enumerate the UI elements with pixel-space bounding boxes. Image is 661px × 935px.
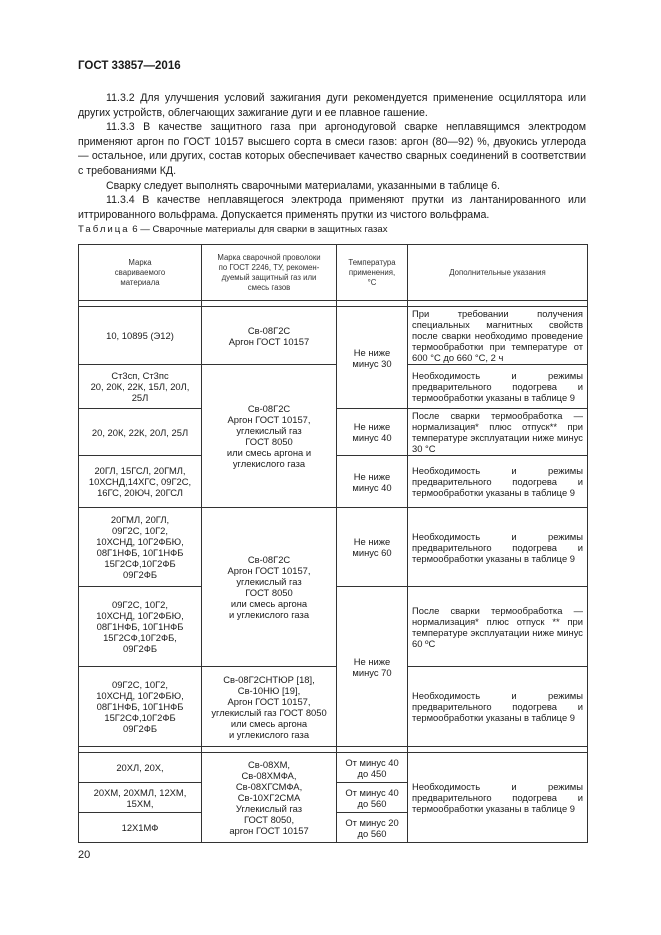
cell-material: 20ХМ, 20ХМЛ, 12ХМ, 15ХМ, (79, 783, 202, 813)
cell-note: Необходимость и режимы предварительного подогрева и термообработки указаны в таблице 9 (408, 508, 588, 587)
cell-material: 09Г2С, 10Г2, 10ХСНД, 10Г2ФБЮ, 08Г1НФБ, 10Г1НФБ 15Г2СФ,10Г2ФБ, 09Г2ФБ (79, 587, 202, 667)
cell-temperature: От минус 40 до 560 (337, 783, 408, 813)
cell-note: При требовании получения специальных магнитных свойств после сварки необходимо проведение термообработки при температуре от 600 °С до 660 °С, 2 ч (408, 307, 588, 365)
cell-material: 10, 10895 (Э12) (79, 307, 202, 365)
document-header: ГОСТ 33857—2016 (78, 60, 181, 72)
table-caption-text: 6 — Сварочные материалы для сварки в защитных газах (129, 224, 388, 235)
cell-wire: Св-08Г2С Аргон ГОСТ 10157, углекислый газ ГОСТ 8050 или смесь аргона и углекислого газа (202, 508, 337, 667)
table-header-row (79, 245, 588, 301)
cell-material: Ст3сп, Ст3пс 20, 20К, 22К, 15Л, 20Л, 25Л (79, 365, 202, 409)
table-row (79, 753, 588, 783)
cell-material: 09Г2С, 10Г2, 10ХСНД, 10Г2ФБЮ, 08Г1НФБ, 10Г1НФБ 15Г2СФ,10Г2ФБ 09Г2ФБ (79, 667, 202, 747)
welding-materials-table (78, 244, 588, 843)
cell-note: Необходимость и режимы предварительного подогрева и термообработки указаны в таблице 9 (408, 456, 588, 508)
cell-material: 20, 20К, 22К, 20Л, 25Л (79, 409, 202, 456)
table-caption-label: Таблица (78, 224, 130, 235)
header-material: Марка свариваемого материала (79, 245, 202, 301)
cell-note: После сварки термообработка — нормализация* плюс отпуск ** при температуре эксплуатации ниже минус 60 ºС (408, 587, 588, 667)
cell-material: 20ГЛ, 15ГСЛ, 20ГМЛ, 10ХСНД,14ХГС, 09Г2С, 16ГС, 20ЮЧ, 20ГСЛ (79, 456, 202, 508)
cell-note: Необходимость и режимы предварительного подогрева и термообработки указаны в таблице 9 (408, 753, 588, 843)
cell-material: 20ХЛ, 20Х, (79, 753, 202, 783)
paragraph: 11.3.2 Для улучшения условий зажигания дуги рекомендуется применение осциллятора или других устройств, облегчающих зажигание дуги и ее плавное гашение. (78, 92, 586, 119)
table-row (79, 508, 588, 587)
cell-wire: Св-08Г2СНТЮР [18], Св-10НЮ [19], Аргон ГОСТ 10157, углекислый газ ГОСТ 8050 или смесь аргона и углекислого газа (202, 667, 337, 747)
table-caption (78, 224, 388, 235)
cell-temperature: Не ниже минус 70 (337, 587, 408, 747)
cell-temperature: Не ниже минус 60 (337, 508, 408, 587)
header-wire: Марка сварочной проволоки по ГОСТ 2246, ТУ, рекомен- дуемый защитный газ или смесь газов (202, 245, 337, 301)
cell-temperature: Не ниже минус 40 (337, 456, 408, 508)
paragraph: Сварку следует выполнять сварочными материалами, указанными в таблице 6. (106, 179, 500, 192)
cell-note: Необходимость и режимы предварительного подогрева и термообработки указаны в таблице 9 (408, 365, 588, 409)
body-text (78, 91, 586, 222)
cell-temperature: От минус 20 до 560 (337, 813, 408, 843)
page-number: 20 (78, 849, 91, 861)
cell-wire: Св-08ХМ, Св-08ХМФА, Св-08ХГСМФА, Св-10ХГ2СМА Углекислый газ ГОСТ 8050, аргон ГОСТ 10157 (202, 753, 337, 843)
cell-wire: Св-08Г2С Аргон ГОСТ 10157, углекислый газ ГОСТ 8050 или смесь аргона и углекислого газа (202, 365, 337, 508)
header-notes: Дополнительные указания (408, 245, 588, 301)
cell-wire: Св-08Г2С Аргон ГОСТ 10157 (202, 307, 337, 365)
cell-temperature: Не ниже минус 40 (337, 409, 408, 456)
cell-note: Необходимость и режимы предварительного подогрева и термообработки указаны в таблице 9 (408, 667, 588, 747)
table-row (79, 365, 588, 409)
paragraph: 11.3.4 В качестве неплавящегося электрода применяют прутки из лантанированного или иттрированного вольфрама. Допускается применять прутки из чистого вольфрама. (78, 194, 586, 221)
cell-note: После сварки термообработка — нормализация* плюс отпуск** при температуре эксплуатации ниже минус 30 °С (408, 409, 588, 456)
table-row (79, 667, 588, 747)
header-temperature: Температура применения, °С (337, 245, 408, 301)
cell-material: 20ГМЛ, 20ГЛ, 09Г2С, 10Г2, 10ХСНД, 10Г2ФБЮ, 08Г1НФБ, 10Г1НФБ 15Г2СФ,10Г2ФБ 09Г2ФБ (79, 508, 202, 587)
table-row (79, 307, 588, 365)
cell-material: 12Х1МФ (79, 813, 202, 843)
cell-temperature: Не ниже минус 30 (337, 307, 408, 409)
cell-temperature: От минус 40 до 450 (337, 753, 408, 783)
paragraph: 11.3.3 В качестве защитного газа при аргонодуговой сварке неплавящимся электродом применяют аргон по ГОСТ 10157 высшего сорта в смеси газов: аргон (80—92) %, двуокись углерода — остальное, или других, состав которых обеспечивает качество сварных соединений в соответствии с требованиями КД. (78, 121, 586, 177)
